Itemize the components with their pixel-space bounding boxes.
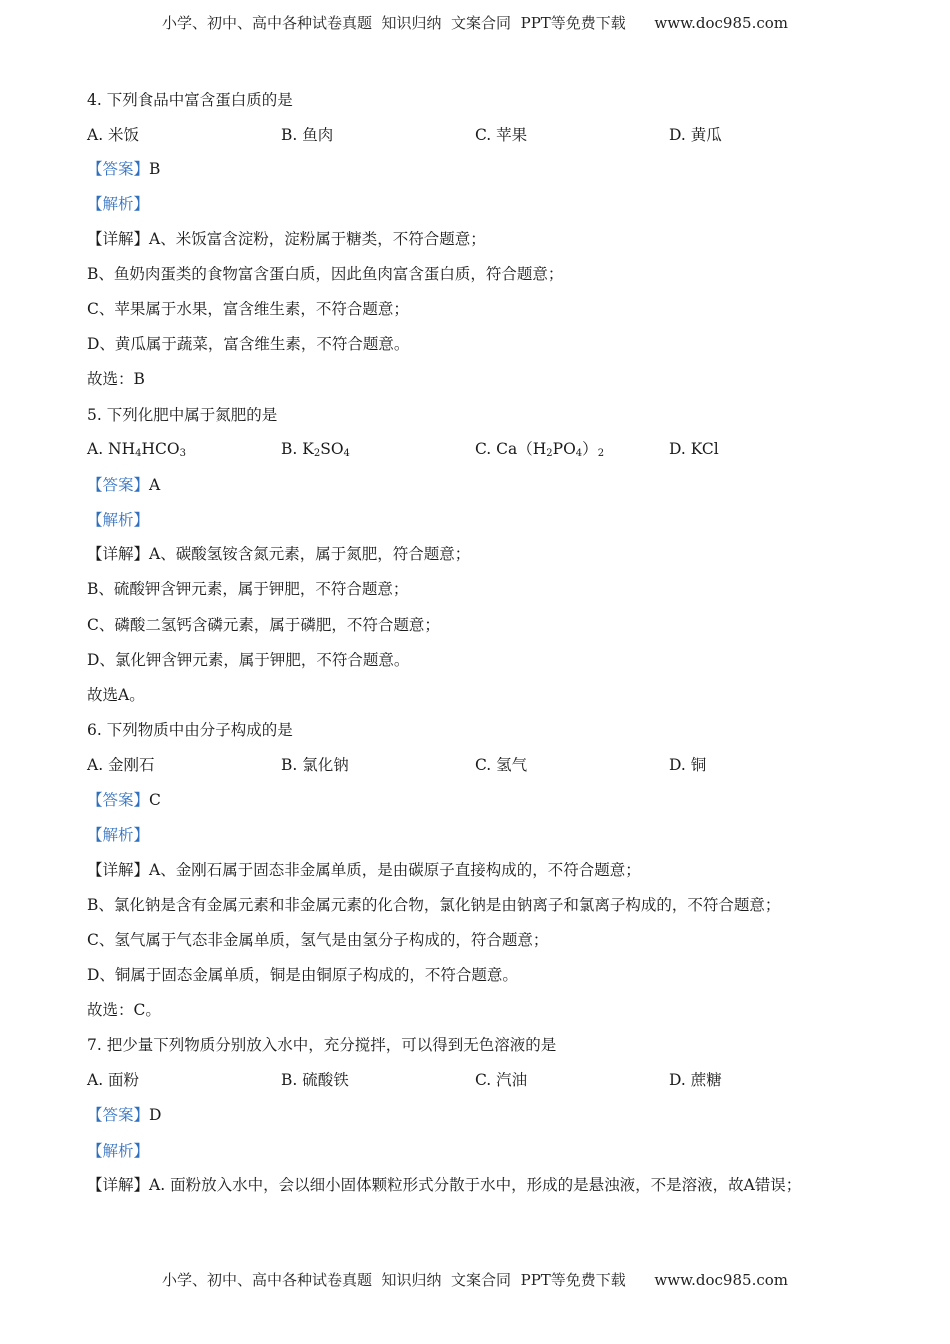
question-6-stem: 6. 下列物质中由分子构成的是 bbox=[87, 721, 293, 739]
detail-line: D、黄瓜属于蔬菜，富含维生素，不符合题意。 bbox=[87, 335, 410, 353]
question-4-options bbox=[87, 125, 877, 145]
option-a: A. 面粉 bbox=[87, 1071, 140, 1089]
option-c: C. 苹果 bbox=[475, 126, 528, 144]
detail-label: 【详解】 bbox=[87, 861, 150, 879]
detail-label: 【详解】 bbox=[87, 1176, 150, 1194]
option-c: C. 汽油 bbox=[475, 1071, 528, 1089]
answer-value: C bbox=[149, 791, 161, 809]
conclusion-line: 故选A。 bbox=[87, 686, 145, 704]
answer-label: 【答案】 bbox=[87, 791, 150, 809]
analysis-label: 【解析】 bbox=[87, 511, 150, 529]
question-5-answer bbox=[87, 475, 160, 495]
page-header: 小学、初中、高中各种试卷真题 知识归纳 文案合同 PPT等免费下载 www.doc985.com bbox=[161, 14, 788, 32]
detail-line: D、铜属于固态金属单质，铜是由铜原子构成的，不符合题意。 bbox=[87, 966, 518, 984]
question-6-answer bbox=[87, 790, 161, 810]
question-4-answer bbox=[87, 159, 160, 179]
answer-value: D bbox=[149, 1106, 162, 1124]
option-a: A. 米饭 bbox=[87, 126, 140, 144]
question-6-options bbox=[87, 755, 877, 775]
question-5-options bbox=[87, 439, 877, 459]
detail-text: A、碳酸氢铵含氮元素，属于氮肥，符合题意； bbox=[149, 545, 471, 563]
option-c: C. $Ca(H_2PO_4)_2$ bbox=[475, 440, 605, 459]
detail-label: 【详解】 bbox=[87, 230, 150, 248]
question-7-detail bbox=[87, 1175, 801, 1195]
question-5-detail bbox=[87, 544, 470, 564]
option-b: B. 鱼肉 bbox=[281, 126, 334, 144]
option-d: D. 铜 bbox=[669, 756, 707, 774]
detail-text: A. 面粉放入水中，会以细小固体颗粒形式分散于水中，形成的是悬浊液，不是溶液，故A错误； bbox=[149, 1176, 802, 1194]
question-7-answer bbox=[87, 1105, 161, 1125]
option-b: B. 氯化钠 bbox=[281, 756, 349, 774]
detail-line: C、氢气属于气态非金属单质，氢气是由氢分子构成的，符合题意； bbox=[87, 931, 549, 949]
answer-label: 【答案】 bbox=[87, 160, 150, 178]
answer-label: 【答案】 bbox=[87, 476, 150, 494]
page-footer: 小学、初中、高中各种试卷真题 知识归纳 文案合同 PPT等免费下载 www.doc985.com bbox=[161, 1271, 788, 1289]
analysis-label: 【解析】 bbox=[87, 1142, 150, 1160]
answer-value: B bbox=[149, 160, 161, 178]
detail-line: B、氯化钠是含有金属元素和非金属元素的化合物，氯化钠是由钠离子和氯离子构成的，不符合题意； bbox=[87, 896, 781, 914]
detail-line: C、磷酸二氢钙含磷元素，属于磷肥，不符合题意； bbox=[87, 616, 440, 634]
conclusion-line: 故选：B bbox=[87, 370, 145, 388]
analysis-label: 【解析】 bbox=[87, 195, 150, 213]
question-7-stem: 7. 把少量下列物质分别放入水中，充分搅拌，可以得到无色溶液的是 bbox=[87, 1036, 557, 1054]
question-4-detail bbox=[87, 229, 486, 249]
detail-text: A、金刚石属于固态非金属单质，是由碳原子直接构成的，不符合题意； bbox=[149, 861, 641, 879]
option-b: B. $K_2SO_4$ bbox=[281, 440, 350, 459]
question-6-detail bbox=[87, 860, 641, 880]
question-4-stem: 4. 下列食品中富含蛋白质的是 bbox=[87, 91, 293, 109]
detail-text: A、米饭富含淀粉，淀粉属于糖类，不符合题意； bbox=[149, 230, 486, 248]
option-d: D. 黄瓜 bbox=[669, 126, 722, 144]
analysis-label: 【解析】 bbox=[87, 826, 150, 844]
question-7-options bbox=[87, 1070, 877, 1090]
detail-line: D、氯化钾含钾元素，属于钾肥，不符合题意。 bbox=[87, 651, 410, 669]
conclusion-line: 故选：C。 bbox=[87, 1001, 161, 1019]
option-a: A. 金刚石 bbox=[87, 756, 155, 774]
option-b: B. 硫酸铁 bbox=[281, 1071, 349, 1089]
option-a: A. $NH_4HCO_3$ bbox=[87, 440, 186, 459]
detail-label: 【详解】 bbox=[87, 545, 150, 563]
option-d: D. KCl bbox=[669, 440, 719, 458]
option-d: D. 蔗糖 bbox=[669, 1071, 722, 1089]
option-c: C. 氢气 bbox=[475, 756, 528, 774]
detail-line: B、硫酸钾含钾元素，属于钾肥，不符合题意； bbox=[87, 580, 409, 598]
question-5-stem: 5. 下列化肥中属于氮肥的是 bbox=[87, 406, 278, 424]
answer-label: 【答案】 bbox=[87, 1106, 150, 1124]
answer-value: A bbox=[149, 476, 161, 494]
detail-line: B、鱼奶肉蛋类的食物富含蛋白质，因此鱼肉富含蛋白质，符合题意； bbox=[87, 265, 564, 283]
detail-line: C、苹果属于水果，富含维生素，不符合题意； bbox=[87, 300, 409, 318]
